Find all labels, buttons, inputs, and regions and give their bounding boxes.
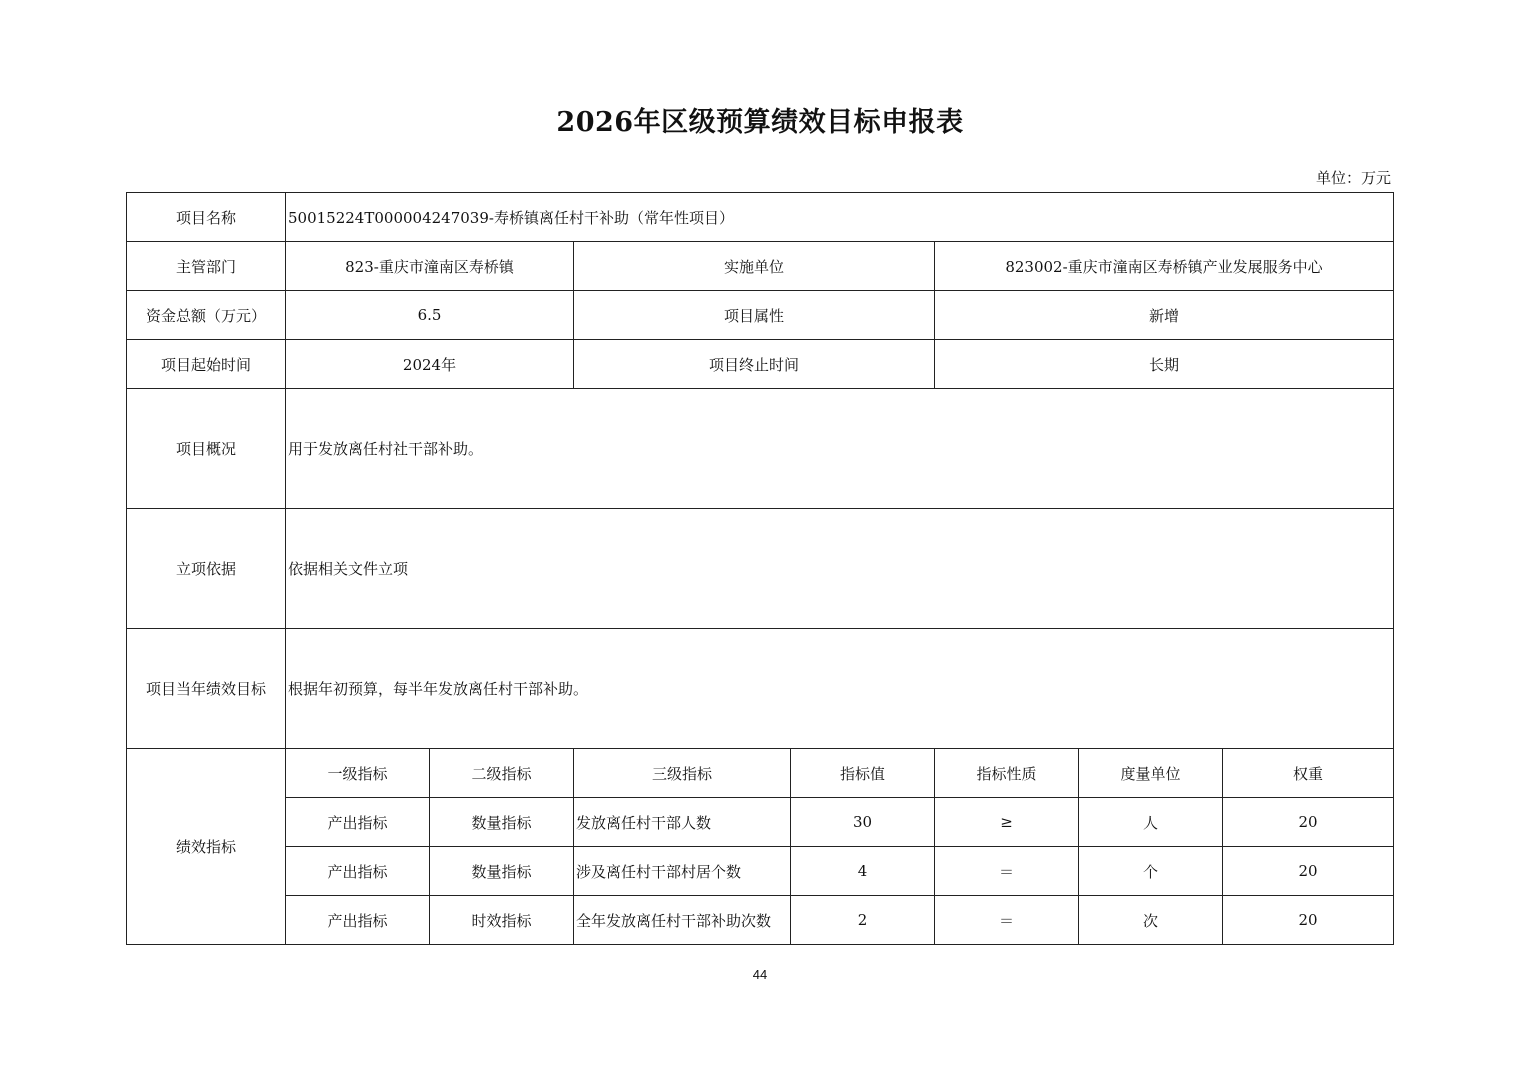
- indicator-unit: 次: [1079, 896, 1223, 945]
- project-attr-value: 新增: [935, 291, 1394, 340]
- indicator-level-1: 产出指标: [286, 798, 430, 847]
- basis-value: 依据相关文件立项: [286, 509, 1394, 629]
- indicator-value: 30: [791, 798, 935, 847]
- indicator-level-1: 产出指标: [286, 847, 430, 896]
- implementing-unit-label: 实施单位: [574, 242, 935, 291]
- row-funds-attr: [127, 291, 1394, 340]
- project-attr-label: 项目属性: [574, 291, 935, 340]
- indicator-unit: 个: [1079, 847, 1223, 896]
- indicator-row: [127, 847, 1394, 896]
- row-time-span: [127, 340, 1394, 389]
- indicator-value: 4: [791, 847, 935, 896]
- row-dept-unit: [127, 242, 1394, 291]
- start-time-label: 项目起始时间: [127, 340, 286, 389]
- indicator-level-3: 发放离任村干部人数: [574, 798, 791, 847]
- project-name-value: 50015224T000004247039-寿桥镇离任村干补助（常年性项目）: [286, 193, 1394, 242]
- indicator-nature: ≥: [935, 798, 1079, 847]
- total-funds-label: 资金总额（万元）: [127, 291, 286, 340]
- annual-goal-value: 根据年初预算，每半年发放离任村干部补助。: [286, 629, 1394, 749]
- row-overview: [127, 389, 1394, 509]
- implementing-unit-value: 823002-重庆市潼南区寿桥镇产业发展服务中心: [935, 242, 1394, 291]
- row-annual-goal: [127, 629, 1394, 749]
- indicator-row: [127, 896, 1394, 945]
- header-weight: 权重: [1223, 749, 1394, 798]
- header-level-3: 三级指标: [574, 749, 791, 798]
- indicator-weight: 20: [1223, 896, 1394, 945]
- indicator-weight: 20: [1223, 847, 1394, 896]
- end-time-label: 项目终止时间: [574, 340, 935, 389]
- indicator-level-1: 产出指标: [286, 896, 430, 945]
- row-basis: [127, 509, 1394, 629]
- indicator-level-3: 涉及离任村干部村居个数: [574, 847, 791, 896]
- indicator-level-3: 全年发放离任村干部补助次数: [574, 896, 791, 945]
- indicator-level-2: 数量指标: [430, 798, 574, 847]
- supervisor-dept-label: 主管部门: [127, 242, 286, 291]
- overview-value: 用于发放离任村社干部补助。: [286, 389, 1394, 509]
- project-name-label: 项目名称: [127, 193, 286, 242]
- page-title: 2026年区级预算绩效目标申报表: [556, 107, 964, 138]
- header-level-1: 一级指标: [286, 749, 430, 798]
- overview-label: 项目概况: [127, 389, 286, 509]
- indicator-weight: 20: [1223, 798, 1394, 847]
- indicator-value: 2: [791, 896, 935, 945]
- indicators-label: 绩效指标: [127, 749, 286, 945]
- supervisor-dept-value: 823-重庆市潼南区寿桥镇: [286, 242, 574, 291]
- end-time-value: 长期: [935, 340, 1394, 389]
- indicator-level-2: 数量指标: [430, 847, 574, 896]
- indicator-unit: 人: [1079, 798, 1223, 847]
- start-time-value: 2024年: [286, 340, 574, 389]
- header-level-2: 二级指标: [430, 749, 574, 798]
- row-project-name: [127, 193, 1394, 242]
- total-funds-value: 6.5: [286, 291, 574, 340]
- indicator-row: [127, 798, 1394, 847]
- basis-label: 立项依据: [127, 509, 286, 629]
- header-nature: 指标性质: [935, 749, 1079, 798]
- indicator-level-2: 时效指标: [430, 896, 574, 945]
- indicator-header-row: [127, 749, 1394, 798]
- indicator-nature: ＝: [935, 896, 1079, 945]
- header-unit: 度量单位: [1079, 749, 1223, 798]
- performance-target-form: [126, 192, 1394, 945]
- unit-label: 单位：万元: [1315, 169, 1391, 187]
- annual-goal-label: 项目当年绩效目标: [127, 629, 286, 749]
- indicator-nature: ＝: [935, 847, 1079, 896]
- page-number: 44: [752, 967, 768, 982]
- header-value: 指标值: [791, 749, 935, 798]
